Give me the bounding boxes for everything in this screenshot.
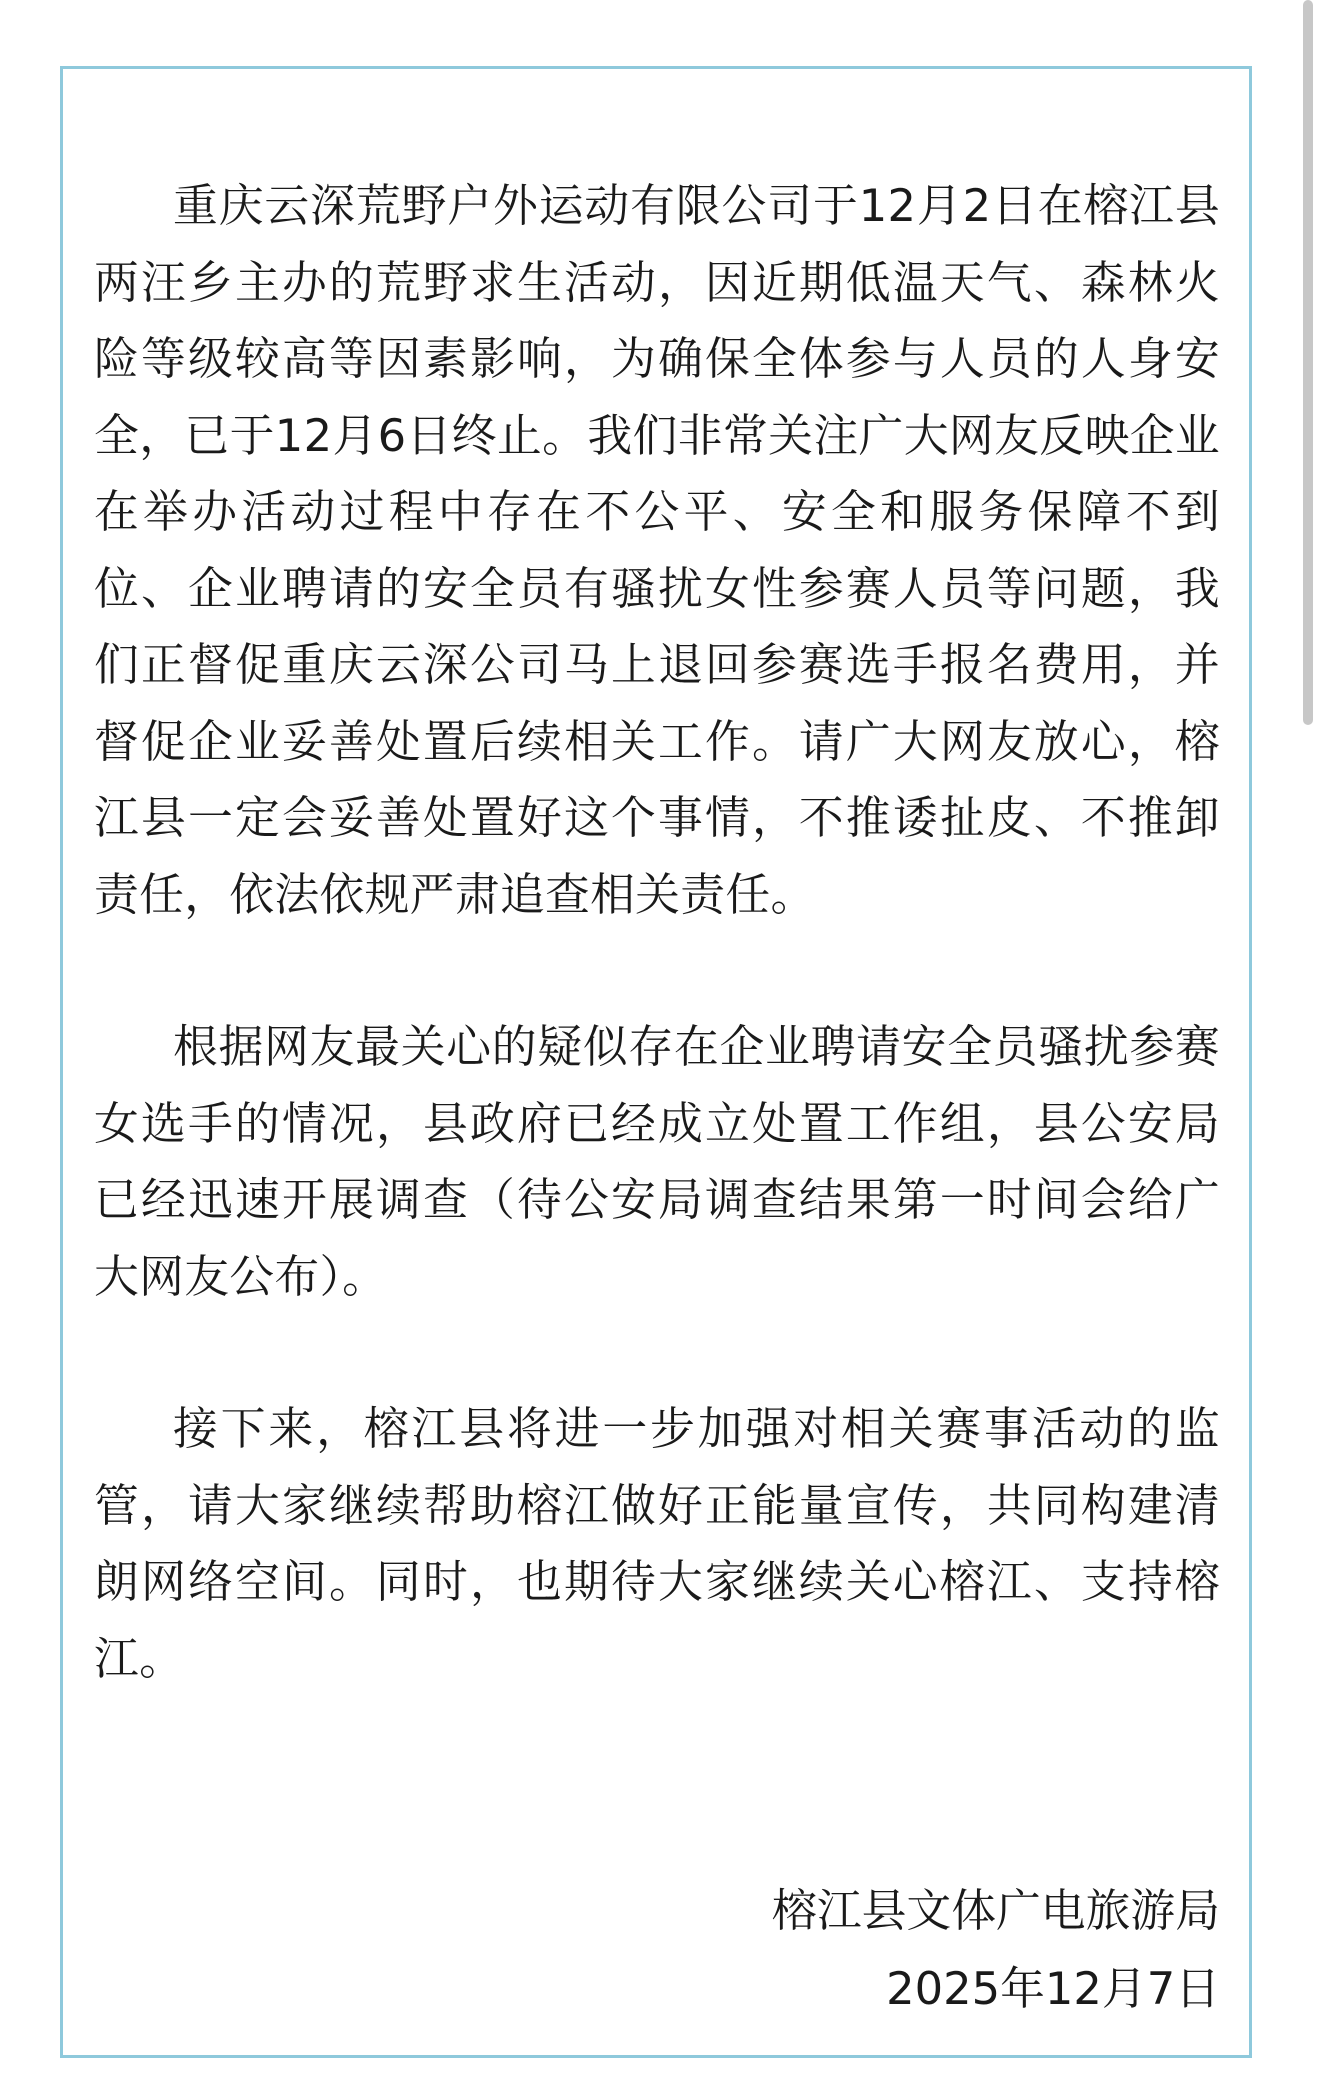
paragraph-3: 接下来，榕江县将进一步加强对相关赛事活动的监管，请大家继续帮助榕江做好正能量宣传，共同构建清朗网络空间。同时，也期待大家继续关心榕江、支持榕江。 [94, 1402, 1220, 1685]
signature-organization: 榕江县文体广电旅游局 [772, 1884, 1220, 1937]
paragraph-2: 根据网友最关心的疑似存在企业聘请安全员骚扰参赛女选手的情况，县政府已经成立处置工作组，县公安局已经迅速开展调查（待公安局调查结果第一时间会给广大网友公布）。 [94, 1020, 1220, 1303]
signature-block [772, 1872, 1220, 2028]
vertical-scrollbar[interactable] [1303, 0, 1313, 725]
signature-date: 2025年12月7日 [886, 1962, 1220, 2015]
document-body [94, 168, 1220, 1697]
paragraph-1: 重庆云深荒野户外运动有限公司于12月2日在榕江县两汪乡主办的荒野求生活动，因近期低温天气、森林火险等级较高等因素影响，为确保全体参与人员的人身安全，已于12月6日终止。我们非常关注广大网友反映企业在举办活动过程中存在不公平、安全和服务保障不到位、企业聘请的安全员有骚扰女性参赛人员等问题，我们正督促重庆云深公司马上退回参赛选手报名费用，并督促企业妥善处置后续相关工作。请广大网友放心，榕江县一定会妥善处置好这个事情，不推诿扯皮、不推卸责任，依法依规严肃追查相关责任。 [94, 179, 1220, 921]
